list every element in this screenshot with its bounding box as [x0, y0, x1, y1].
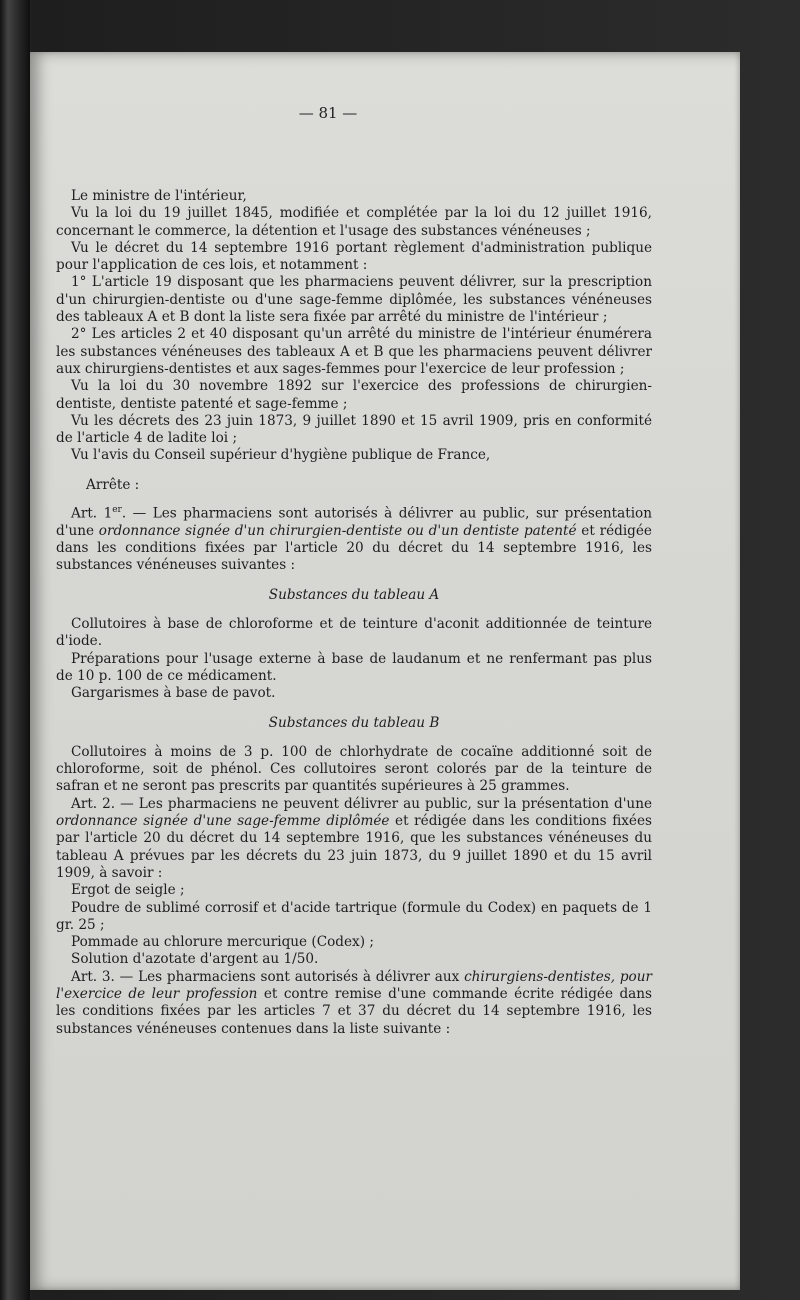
article-1-text-a: . — Les pharmaciens sont autorisés à délivrer au public, sur présentation d'une — [56, 505, 652, 539]
item-1: 1° L'article 19 disposant que les pharmaciens peuvent délivrer, sur la prescription d'un chirurgien-dentiste ou d'une sage-femme diplômée, les substances vénéneuses des tableaux A et B dont la liste sera fixée par arrêté du ministre de l'intérieur ; — [56, 274, 652, 326]
article-2-item: Pommade au chlorure mercurique (Codex) ; — [71, 934, 374, 951]
article-2-text-b: et rédigée dans les conditions fixées par l'article 20 du décret du 14 septembre 1916, que les substances vénéneuses du tableau A prévues par les décrets du 23 juin 1873, du 9 juillet 1890 et du 15 avril 1909, à savoir : — [56, 813, 652, 881]
article-3-italic: chirurgiens-dentistes, pour l'exercice de leur profession — [56, 968, 652, 1002]
vu-loi-1845: Vu la loi du 19 juillet 1845, modifiée et complétée par la loi du 12 juillet 1916, concernant le commerce, la détention et l'usage des substances vénéneuses ; — [56, 205, 652, 239]
article-1-sup: er — [112, 505, 122, 516]
article-2-item: Ergot de seigle ; — [71, 882, 185, 899]
page-number: — 81 — — [298, 104, 358, 122]
minister-line: Le ministre de l'intérieur, — [71, 188, 247, 204]
book-binding — [0, 0, 30, 1300]
article-3-text-b: et contre remise d'une commande écrite rédigée dans les conditions fixées par les articles 7 et 37 du décret du 14 septembre 1916, les substances vénéneuses contenues dans la liste suivante : — [56, 986, 652, 1037]
item-2: 2° Les articles 2 et 40 disposant qu'un arrêté du ministre de l'intérieur énumérera les substances vénéneuses des tableaux A et B que les pharmaciens peuvent délivrer aux chirurgiens-dentistes et aux sages-femmes pour l'exercice de leur profession ; — [56, 326, 652, 377]
article-3-text-a: Art. 3. — Les pharmaciens sont autorisés à délivrer aux — [71, 968, 465, 985]
page-text — [56, 188, 652, 1038]
tableau-a-heading: Substances du tableau A — [268, 586, 440, 603]
tableau-a-item: Gargarismes à base de pavot. — [71, 685, 276, 702]
article-2 — [56, 796, 652, 882]
article-1-text-b: et rédigée dans les conditions fixées par l'article 20 du décret du 14 septembre 1916, les substances vénéneuses suivantes : — [56, 522, 652, 574]
article-1-prefix: Art. 1 — [71, 505, 113, 522]
vu-decret-1916: Vu le décret du 14 septembre 1916 portant règlement d'administration publique pour l'application de ces lois, et notamment : — [56, 239, 652, 274]
article-2-italic: ordonnance signée d'une sage-femme diplômée — [56, 813, 390, 830]
article-1-italic: ordonnance signée d'un chirurgien-dentiste ou d'un dentiste patenté — [98, 522, 577, 539]
article-1 — [56, 502, 652, 575]
article-3 — [56, 969, 652, 1038]
tableau-a-item: Collutoires à base de chloroforme et de teinture d'aconit additionnée de teinture d'iode. — [56, 616, 652, 650]
vu-decrets: Vu les décrets des 23 juin 1873, 9 juillet 1890 et 15 avril 1909, pris en conformité de l'article 4 de ladite loi ; — [56, 412, 652, 447]
vu-avis: Vu l'avis du Conseil supérieur d'hygiène publique de France, — [71, 447, 491, 464]
tableau-b-heading: Substances du tableau B — [268, 714, 440, 731]
vu-loi-1892: Vu la loi du 30 novembre 1892 sur l'exercice des professions de chirurgien-dentiste, dentiste patenté et sage-femme ; — [56, 378, 652, 412]
article-2-item: Poudre de sublimé corrosif et d'acide tartrique (formule du Codex) en paquets de 1 gr. 25 ; — [56, 899, 652, 933]
tableau-a-item: Préparations pour l'usage externe à base de laudanum et ne renfermant pas plus de 10 p. 100 de ce médicament. — [56, 650, 652, 684]
article-2-item: Solution d'azotate d'argent au 1/50. — [71, 951, 319, 968]
arrete-line: Arrête : — [86, 476, 140, 493]
tableau-b-item: Collutoires à moins de 3 p. 100 de chlorhydrate de cocaïne additionné soit de chloroforme, soit de phénol. Ces collutoires seront colorés par de la teinture de safran et ne seront pas prescrits par quantités supérieures à 25 grammes. — [56, 743, 652, 795]
article-2-text-a: Art. 2. — Les pharmaciens ne peuvent délivrer au public, sur la présentation d'une — [71, 795, 652, 812]
